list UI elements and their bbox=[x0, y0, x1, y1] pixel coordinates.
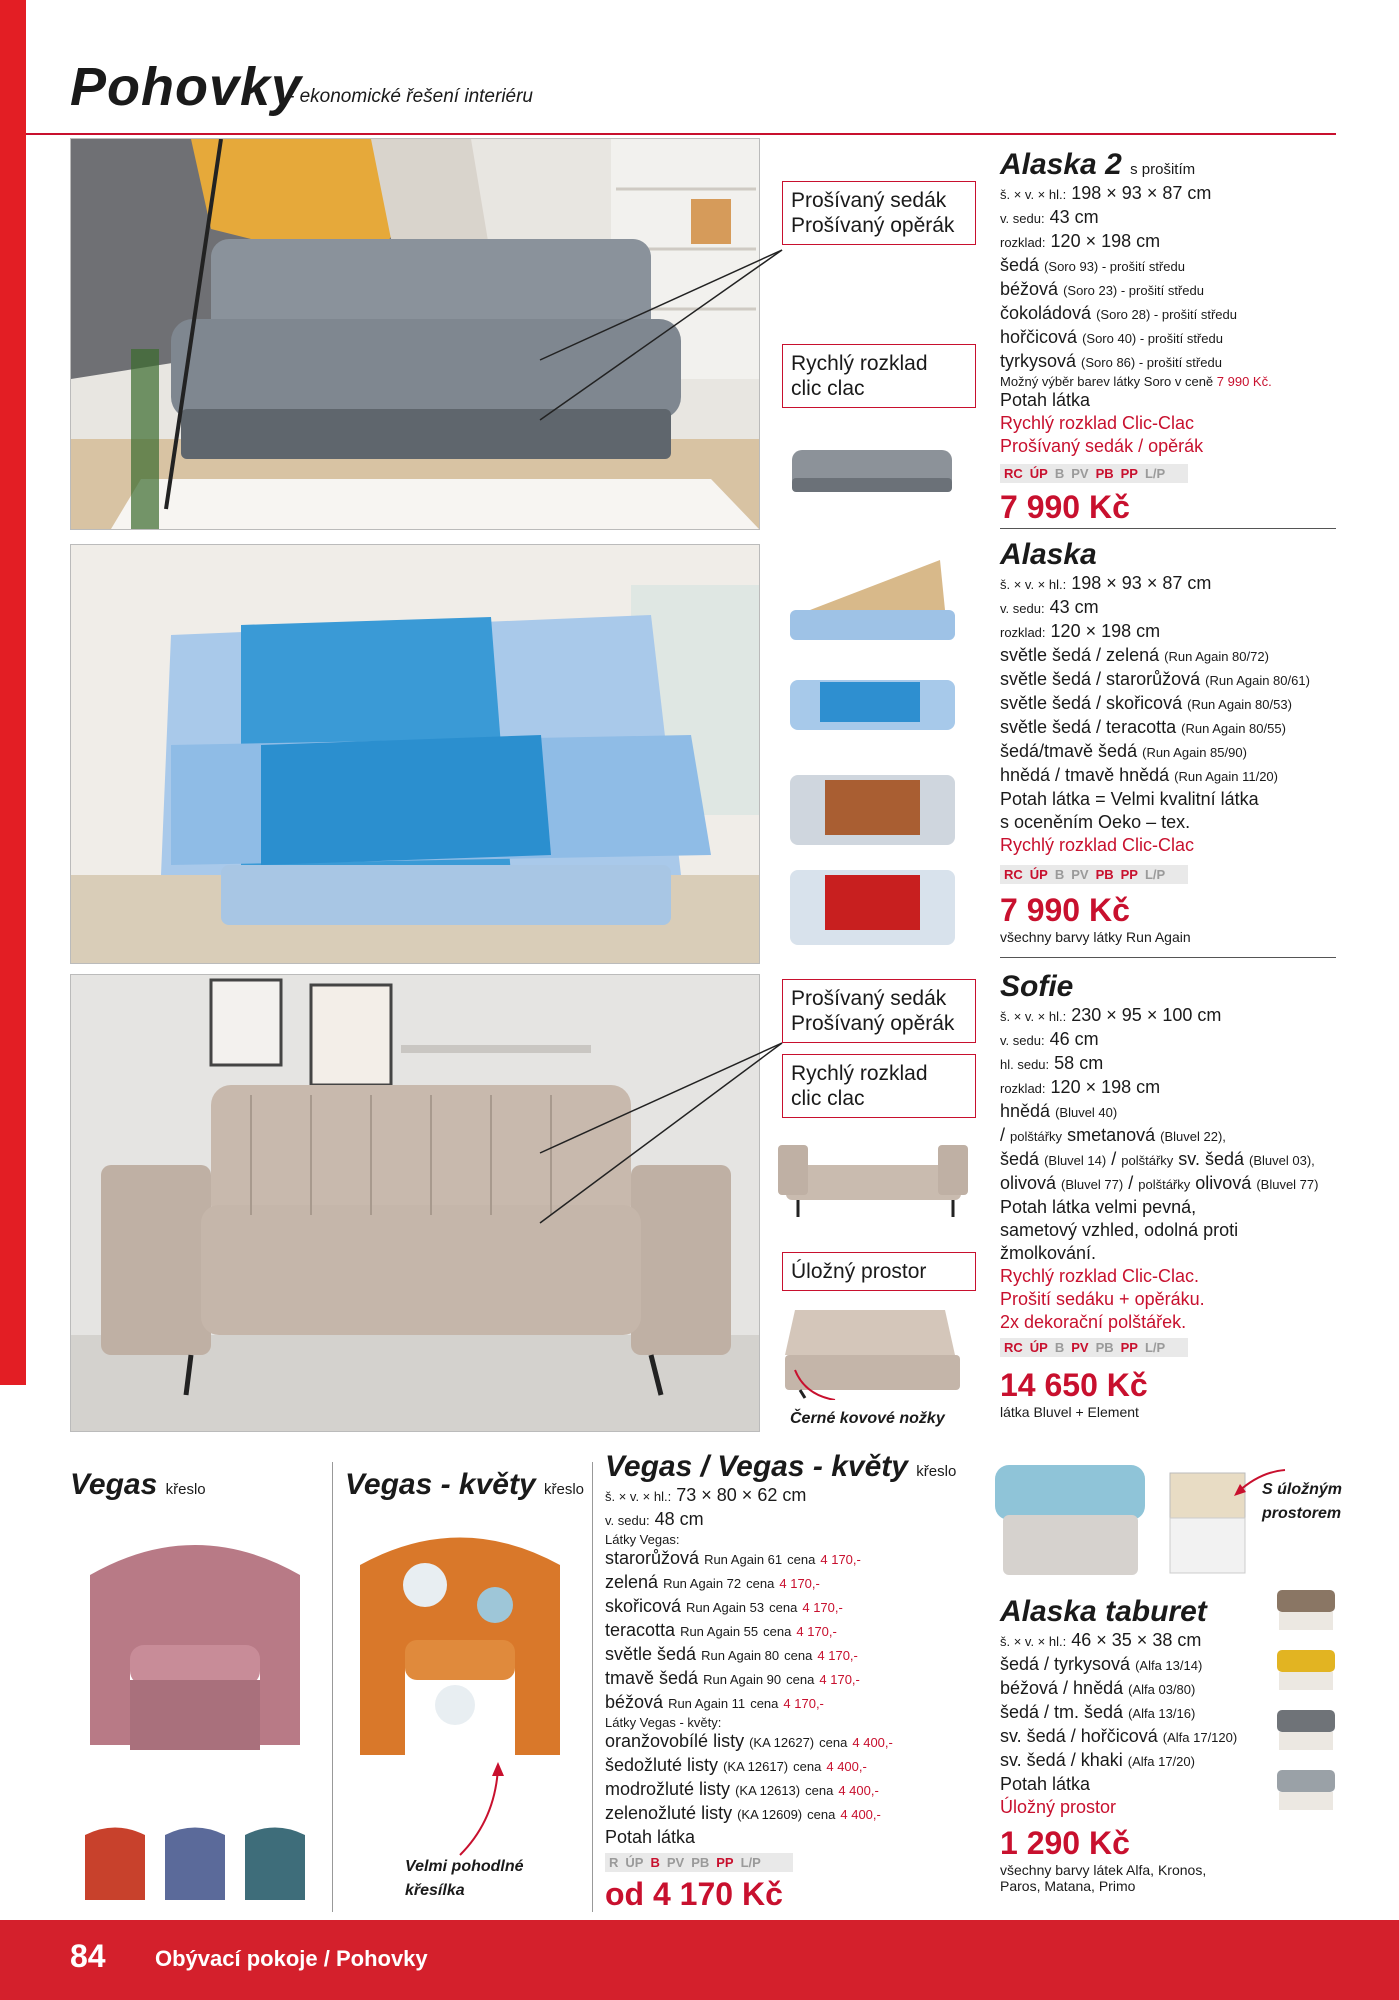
badge: PV bbox=[666, 1855, 685, 1870]
alaska-thumbs bbox=[790, 550, 960, 955]
callout-storage-text: Úložný prostor bbox=[791, 1260, 927, 1283]
color-code: (Run Again 85/90) bbox=[1142, 745, 1247, 760]
vegas-dims bbox=[605, 1484, 965, 1508]
sofie-specs bbox=[1000, 970, 1390, 1420]
color-name: šedá bbox=[1000, 1149, 1040, 1169]
note-price: 7 990 Kč. bbox=[1216, 374, 1272, 389]
fabric-row bbox=[605, 1571, 965, 1595]
color-name: béžová bbox=[1000, 279, 1059, 299]
badge: PP bbox=[1120, 867, 1138, 882]
color-row bbox=[1000, 302, 1330, 326]
color-name: hořčicová bbox=[1000, 327, 1078, 347]
taburet-note-1: všechny barvy látek Alfa, Kronos, bbox=[1000, 1862, 1207, 1878]
dims-key: š. × v. × hl.: bbox=[1000, 1634, 1067, 1649]
alaska2-fabric: Potah látka bbox=[1000, 390, 1091, 410]
note-text: Možný výběr barev látky Soro v ceně bbox=[1000, 374, 1214, 389]
alaska2-feature-1: Rychlý rozklad Clic-Clac bbox=[1000, 413, 1195, 433]
left-accent-bar bbox=[0, 0, 26, 1385]
vegas-specs bbox=[605, 1450, 965, 1913]
vegas-name bbox=[70, 1468, 206, 1502]
fabric-code: Run Again 90 bbox=[703, 1672, 782, 1687]
depth-key: hl. sedu: bbox=[1000, 1057, 1050, 1072]
callout-taburet-storage: S úložným prostorem bbox=[1262, 1481, 1343, 1522]
taburet-fabric: Potah látka bbox=[1000, 1774, 1091, 1794]
color-row bbox=[1000, 740, 1340, 764]
fabric-price: 4 170,- bbox=[779, 1576, 820, 1591]
badge: RC bbox=[1004, 466, 1023, 481]
sofie-feature-2: Prošití sedáku + opěráku. bbox=[1000, 1289, 1205, 1309]
fabric-code: (KA 12617) bbox=[723, 1759, 789, 1774]
color-name: olivová bbox=[1000, 1173, 1057, 1193]
color-name: tyrkysová bbox=[1000, 351, 1077, 371]
dims-value: 198 × 93 × 87 cm bbox=[1071, 183, 1212, 203]
badge: ÚP bbox=[1029, 466, 1048, 481]
fabric-name: béžová bbox=[605, 1692, 664, 1712]
price-label: cena bbox=[784, 1648, 813, 1663]
alaska-note: všechny barvy látky Run Again bbox=[1000, 929, 1191, 945]
price-label: cena bbox=[807, 1807, 836, 1822]
color-code: (Run Again 80/53) bbox=[1187, 697, 1292, 712]
dims-key: š. × v. × hl.: bbox=[605, 1489, 672, 1504]
sofie-feature-1: Rychlý rozklad Clic-Clac. bbox=[1000, 1266, 1200, 1286]
depth-value: 58 cm bbox=[1054, 1053, 1104, 1073]
vegas-fabrics-title: Látky Vegas: bbox=[605, 1532, 680, 1547]
taburet-specs bbox=[1000, 1595, 1280, 1894]
color-row bbox=[1000, 1701, 1280, 1725]
seat-key: v. sedu: bbox=[1000, 1033, 1045, 1048]
fabric-code: Run Again 80 bbox=[701, 1648, 780, 1663]
fabric-row bbox=[605, 1619, 965, 1643]
color-name: šedá bbox=[1000, 255, 1040, 275]
vegas-kvety-name bbox=[345, 1468, 584, 1502]
color-name: čokoládová bbox=[1000, 303, 1092, 323]
color-name: béžová / hnědá bbox=[1000, 1678, 1124, 1698]
divider bbox=[1000, 528, 1336, 529]
color-code: (Alfa 13/16) bbox=[1128, 1706, 1196, 1721]
alaska-fabric-2: s oceněním Oeko – tex. bbox=[1000, 812, 1191, 832]
fabric-price: 4 170,- bbox=[783, 1696, 824, 1711]
price-label: cena bbox=[750, 1696, 779, 1711]
color-code: (Soro 93) - prošití středu bbox=[1044, 259, 1185, 274]
callout-quilted-text: Prošívaný sedák Prošívaný opěrák bbox=[791, 987, 955, 1035]
alaska-specs bbox=[1000, 538, 1340, 945]
color-row bbox=[1000, 692, 1340, 716]
badge: B bbox=[650, 1855, 660, 1870]
color-code: (Run Again 80/55) bbox=[1181, 721, 1286, 736]
vegas-fabrics-title-2: Látky Vegas - květy: bbox=[605, 1715, 722, 1730]
vegas-chair-photo bbox=[70, 1515, 320, 1785]
vegas-suffix: křeslo bbox=[165, 1481, 206, 1498]
badge: PB bbox=[1095, 1340, 1114, 1355]
bed-value: 120 × 198 cm bbox=[1050, 621, 1161, 641]
slash: / bbox=[1128, 1173, 1134, 1193]
alaska2-seat bbox=[1000, 206, 1330, 230]
badge: RC bbox=[1004, 867, 1023, 882]
pillows-label: polštářky bbox=[1121, 1153, 1174, 1168]
color-row bbox=[1000, 254, 1330, 278]
bed-value: 120 × 198 cm bbox=[1050, 231, 1161, 251]
color-name: světle šedá / skořicová bbox=[1000, 693, 1183, 713]
color-code: (Alfa 17/120) bbox=[1162, 1730, 1238, 1745]
fabric-name: skořicová bbox=[605, 1596, 682, 1616]
color-name: světle šedá / zelená bbox=[1000, 645, 1160, 665]
dims-value: 198 × 93 × 87 cm bbox=[1071, 573, 1212, 593]
sofie-color-4 bbox=[1000, 1172, 1390, 1196]
alaska2-name-text: Alaska 2 bbox=[1000, 148, 1122, 181]
fabric-code: Run Again 53 bbox=[686, 1600, 765, 1615]
seat-value: 43 cm bbox=[1049, 597, 1099, 617]
callout-quick-text: Rychlý rozklad clic clac bbox=[791, 352, 928, 400]
color-code: (Run Again 11/20) bbox=[1174, 769, 1278, 784]
alaska2-feature-2: Prošívaný sedák / opěrák bbox=[1000, 436, 1204, 456]
fabric-row bbox=[605, 1754, 965, 1778]
color-row bbox=[1000, 1653, 1280, 1677]
color-code: (Soro 86) - prošití středu bbox=[1081, 355, 1222, 370]
alaska-bed bbox=[1000, 620, 1340, 644]
footer-section: Obývací pokoje / Pohovky bbox=[155, 1946, 428, 1971]
sofie-color-3 bbox=[1000, 1148, 1390, 1172]
callout-quick-1 bbox=[782, 344, 976, 408]
alaska2-name bbox=[1000, 148, 1330, 182]
bed-key: rozklad: bbox=[1000, 625, 1046, 640]
fabric-name: světle šedá bbox=[605, 1644, 697, 1664]
badge: L/P bbox=[1144, 1340, 1166, 1355]
fabric-price: 4 170,- bbox=[817, 1648, 858, 1663]
price-label: cena bbox=[746, 1576, 775, 1591]
callout-storage bbox=[782, 1252, 976, 1291]
color-code: (Bluvel 03), bbox=[1249, 1153, 1315, 1168]
fabric-price: 4 400,- bbox=[838, 1783, 879, 1798]
fabric-price: 4 170,- bbox=[819, 1672, 860, 1687]
badge: L/P bbox=[740, 1855, 761, 1870]
sofie-fabric-2: sametový vzhled, odolná proti bbox=[1000, 1220, 1239, 1240]
fabric-price: 4 400,- bbox=[826, 1759, 867, 1774]
badge: L/P bbox=[1144, 466, 1166, 481]
color-row bbox=[1000, 668, 1340, 692]
color-name: sv. šedá / hořčicová bbox=[1000, 1726, 1158, 1746]
sofie-feature-3: 2x dekorační polštářek. bbox=[1000, 1312, 1187, 1332]
alaska-name: Alaska bbox=[1000, 538, 1097, 571]
badge: PB bbox=[691, 1855, 710, 1870]
sofie-fabric-1: Potah látka velmi pevná, bbox=[1000, 1197, 1197, 1217]
fabric-row bbox=[605, 1730, 965, 1754]
price-label: cena bbox=[793, 1759, 822, 1774]
fabric-code: Run Again 61 bbox=[704, 1552, 783, 1567]
color-name: olivová bbox=[1195, 1173, 1252, 1193]
callout-quilted-text: Prošívaný sedák Prošívaný opěrák bbox=[791, 189, 955, 237]
callout-comfy: Velmi pohodlné křesílka bbox=[405, 1858, 524, 1899]
price-label: cena bbox=[819, 1735, 848, 1750]
vegas-color-thumbs bbox=[80, 1820, 310, 1910]
separator bbox=[592, 1462, 593, 1912]
alaska2-badges bbox=[1000, 464, 1188, 483]
color-row bbox=[1000, 764, 1340, 788]
price-label: cena bbox=[769, 1600, 798, 1615]
color-name: světle šedá / starorůžová bbox=[1000, 669, 1201, 689]
sofie-fabric-3: žmolkování. bbox=[1000, 1243, 1097, 1263]
vegas-badges bbox=[605, 1853, 793, 1872]
price-label: cena bbox=[763, 1624, 792, 1639]
color-name: sv. šedá / khaki bbox=[1000, 1750, 1123, 1770]
alaska-seat bbox=[1000, 596, 1340, 620]
alaska-badges bbox=[1000, 865, 1188, 884]
badge: B bbox=[1054, 867, 1065, 882]
alaska-dims bbox=[1000, 572, 1340, 596]
color-row bbox=[1000, 278, 1330, 302]
fabric-code: Run Again 11 bbox=[668, 1696, 746, 1711]
badge: B bbox=[1054, 1340, 1065, 1355]
badge: ÚP bbox=[1029, 1340, 1048, 1355]
fabric-price: 4 400,- bbox=[840, 1807, 881, 1822]
bed-key: rozklad: bbox=[1000, 235, 1046, 250]
badge: PB bbox=[1095, 466, 1114, 481]
badge: PV bbox=[1071, 1340, 1089, 1355]
color-code: (Bluvel 40) bbox=[1055, 1105, 1118, 1120]
fabric-row bbox=[605, 1778, 965, 1802]
fabric-row bbox=[605, 1595, 965, 1619]
fabric-price: 4 170,- bbox=[802, 1600, 843, 1615]
color-row bbox=[1000, 716, 1340, 740]
fabric-row bbox=[605, 1667, 965, 1691]
vegas-kvety-name-text: Vegas - květy bbox=[345, 1468, 536, 1501]
color-code: (Run Again 80/72) bbox=[1164, 649, 1269, 664]
dims-key: š. × v. × hl.: bbox=[1000, 577, 1067, 592]
pillows-label: polštářky bbox=[1010, 1129, 1063, 1144]
vegas-kvety-suffix: křeslo bbox=[544, 1481, 585, 1498]
fabric-name: zelená bbox=[605, 1572, 659, 1592]
color-code: (Alfa 17/20) bbox=[1127, 1754, 1195, 1769]
price-label: cena bbox=[786, 1672, 815, 1687]
color-code: (Bluvel 77) bbox=[1061, 1177, 1124, 1192]
color-name: šedá/tmavě šedá bbox=[1000, 741, 1138, 761]
alaska-fabric-1: Potah látka = Velmi kvalitní látka bbox=[1000, 789, 1259, 809]
callout-quilted-2 bbox=[782, 979, 976, 1043]
dims-key: š. × v. × hl.: bbox=[1000, 187, 1067, 202]
dims-value: 230 × 95 × 100 cm bbox=[1071, 1005, 1222, 1025]
alaska2-specs bbox=[1000, 148, 1330, 526]
taburet-price: 1 290 Kč bbox=[1000, 1825, 1130, 1861]
vegas-kvety-photo bbox=[345, 1515, 575, 1765]
separator bbox=[332, 1462, 333, 1912]
color-code: (Alfa 13/14) bbox=[1135, 1658, 1203, 1673]
fabric-row bbox=[605, 1691, 965, 1715]
taburet-dims bbox=[1000, 1629, 1280, 1653]
fabric-code: Run Again 72 bbox=[663, 1576, 742, 1591]
color-code: (Alfa 03/80) bbox=[1128, 1682, 1196, 1697]
color-name: hnědá / tmavě hnědá bbox=[1000, 765, 1170, 785]
badge: B bbox=[1054, 466, 1065, 481]
alaska2-bed-thumb bbox=[788, 440, 956, 500]
price-label: cena bbox=[805, 1783, 834, 1798]
sofie-color-2 bbox=[1000, 1124, 1390, 1148]
bed-key: rozklad: bbox=[1000, 1081, 1046, 1096]
slash: / bbox=[1000, 1125, 1006, 1145]
color-code: (Soro 40) - prošití středu bbox=[1082, 331, 1223, 346]
color-name: šedá / tyrkysová bbox=[1000, 1654, 1131, 1674]
alaska2-note bbox=[1000, 374, 1330, 389]
color-name: světle šedá / teracotta bbox=[1000, 717, 1177, 737]
badge: R bbox=[609, 1855, 619, 1870]
fabric-name: šedožluté listy bbox=[605, 1755, 719, 1775]
sofie-badges bbox=[1000, 1338, 1188, 1357]
fabric-code: (KA 12609) bbox=[737, 1807, 803, 1822]
alaska2-bed bbox=[1000, 230, 1330, 254]
alaska-feature-1: Rychlý rozklad Clic-Clac bbox=[1000, 835, 1195, 855]
alaska2-price: 7 990 Kč bbox=[1000, 489, 1130, 525]
sofie-color-1 bbox=[1000, 1100, 1390, 1124]
sofie-bed-thumb bbox=[778, 1125, 968, 1220]
color-code: (Bluvel 22), bbox=[1160, 1129, 1226, 1144]
divider bbox=[1000, 957, 1336, 958]
callout-quick-text: Rychlý rozklad clic clac bbox=[791, 1062, 928, 1110]
color-code: (Bluvel 77) bbox=[1256, 1177, 1319, 1192]
badge: PV bbox=[1071, 867, 1089, 882]
badge: PB bbox=[1095, 867, 1114, 882]
badge: ÚP bbox=[625, 1855, 644, 1870]
fabric-row bbox=[605, 1802, 965, 1826]
color-code: (Run Again 80/61) bbox=[1205, 673, 1310, 688]
dims-value: 73 × 80 × 62 cm bbox=[676, 1485, 807, 1505]
taburet-note-2: Paros, Matana, Primo bbox=[1000, 1878, 1136, 1894]
seat-value: 46 cm bbox=[1049, 1029, 1099, 1049]
vegas-both-name bbox=[605, 1450, 965, 1484]
dims-key: š. × v. × hl.: bbox=[1000, 1009, 1067, 1024]
color-row bbox=[1000, 326, 1330, 350]
taburet-name: Alaska taburet bbox=[1000, 1595, 1207, 1628]
fabric-name: starorůžová bbox=[605, 1548, 700, 1568]
taburet-color-thumbs bbox=[1275, 1585, 1339, 1820]
taburet-feature-1: Úložný prostor bbox=[1000, 1797, 1117, 1817]
seat-value: 48 cm bbox=[654, 1509, 704, 1529]
page-number: 84 bbox=[70, 1938, 106, 1974]
callout-legs: Černé kovové nožky bbox=[790, 1410, 945, 1427]
sofie-bed bbox=[1000, 1076, 1390, 1100]
callout-quilted-1 bbox=[782, 181, 976, 245]
vegas-seat bbox=[605, 1508, 965, 1532]
fabric-code: Run Again 55 bbox=[680, 1624, 759, 1639]
sofie-name: Sofie bbox=[1000, 970, 1074, 1003]
sofie-price: 14 650 Kč bbox=[1000, 1367, 1148, 1403]
header-rule bbox=[26, 133, 1336, 135]
page-subtitle: - ekonomické řešení interiéru bbox=[288, 86, 533, 107]
fabric-price: 4 170,- bbox=[796, 1624, 837, 1639]
taburet-photo bbox=[985, 1455, 1155, 1585]
color-name: šedá / tm. šedá bbox=[1000, 1702, 1124, 1722]
color-name: sv. šedá bbox=[1178, 1149, 1244, 1169]
badge: PP bbox=[1120, 1340, 1138, 1355]
fabric-name: modrožluté listy bbox=[605, 1779, 731, 1799]
seat-key: v. sedu: bbox=[1000, 211, 1045, 226]
color-name: hnědá bbox=[1000, 1101, 1051, 1121]
fabric-name: tmavě šedá bbox=[605, 1668, 699, 1688]
seat-value: 43 cm bbox=[1049, 207, 1099, 227]
fabric-code: (KA 12613) bbox=[735, 1783, 801, 1798]
color-code: (Soro 23) - prošití středu bbox=[1063, 283, 1204, 298]
page-title: Pohovky bbox=[70, 57, 303, 117]
color-row bbox=[1000, 1749, 1280, 1773]
fabric-row bbox=[605, 1643, 965, 1667]
badge: RC bbox=[1004, 1340, 1023, 1355]
badge: ÚP bbox=[1029, 867, 1048, 882]
badge: PV bbox=[1071, 466, 1089, 481]
color-row bbox=[1000, 644, 1340, 668]
vegas-both-name-text: Vegas / Vegas - květy bbox=[605, 1450, 908, 1483]
fabric-price: 4 170,- bbox=[820, 1552, 861, 1567]
fabric-code: (KA 12627) bbox=[749, 1735, 815, 1750]
fabric-name: zelenožluté listy bbox=[605, 1803, 733, 1823]
sofie-depth bbox=[1000, 1052, 1390, 1076]
color-row bbox=[1000, 1677, 1280, 1701]
seat-key: v. sedu: bbox=[1000, 601, 1045, 616]
bed-value: 120 × 198 cm bbox=[1050, 1077, 1161, 1097]
alaska2-dims bbox=[1000, 182, 1330, 206]
sofie-storage-thumb bbox=[775, 1300, 965, 1400]
slash: / bbox=[1111, 1149, 1117, 1169]
badge: PP bbox=[1120, 466, 1138, 481]
fabric-name: teracotta bbox=[605, 1620, 676, 1640]
sofie-note: látka Bluvel + Element bbox=[1000, 1404, 1139, 1420]
callout-lines-2 bbox=[520, 1025, 810, 1255]
sofie-dims bbox=[1000, 1004, 1390, 1028]
alaska2-suffix: s prošitím bbox=[1130, 161, 1196, 178]
comfy-arrow bbox=[450, 1760, 510, 1860]
sofie-seat bbox=[1000, 1028, 1390, 1052]
fabric-row bbox=[605, 1547, 965, 1571]
color-row bbox=[1000, 350, 1330, 374]
dims-value: 46 × 35 × 38 cm bbox=[1071, 1630, 1202, 1650]
vegas-price: od 4 170 Kč bbox=[605, 1876, 783, 1912]
badge: PP bbox=[716, 1855, 734, 1870]
seat-key: v. sedu: bbox=[605, 1513, 650, 1528]
color-name: smetanová bbox=[1067, 1125, 1156, 1145]
vegas-fabric: Potah látka bbox=[605, 1827, 696, 1847]
fabric-name: oranžovobílé listy bbox=[605, 1731, 745, 1751]
price-label: cena bbox=[787, 1552, 816, 1567]
callout-quick-2 bbox=[782, 1054, 976, 1118]
badge: L/P bbox=[1144, 867, 1166, 882]
alaska-price: 7 990 Kč bbox=[1000, 892, 1130, 928]
pillows-label: polštářky bbox=[1138, 1177, 1191, 1192]
color-row bbox=[1000, 1725, 1280, 1749]
callout-lines-1 bbox=[500, 230, 800, 430]
vegas-both-suffix: křeslo bbox=[916, 1463, 957, 1480]
color-code: (Soro 28) - prošití středu bbox=[1096, 307, 1237, 322]
fabric-price: 4 400,- bbox=[852, 1735, 893, 1750]
vegas-name-text: Vegas bbox=[70, 1468, 158, 1501]
alaska-photo bbox=[70, 544, 760, 964]
color-code: (Bluvel 14) bbox=[1044, 1153, 1107, 1168]
